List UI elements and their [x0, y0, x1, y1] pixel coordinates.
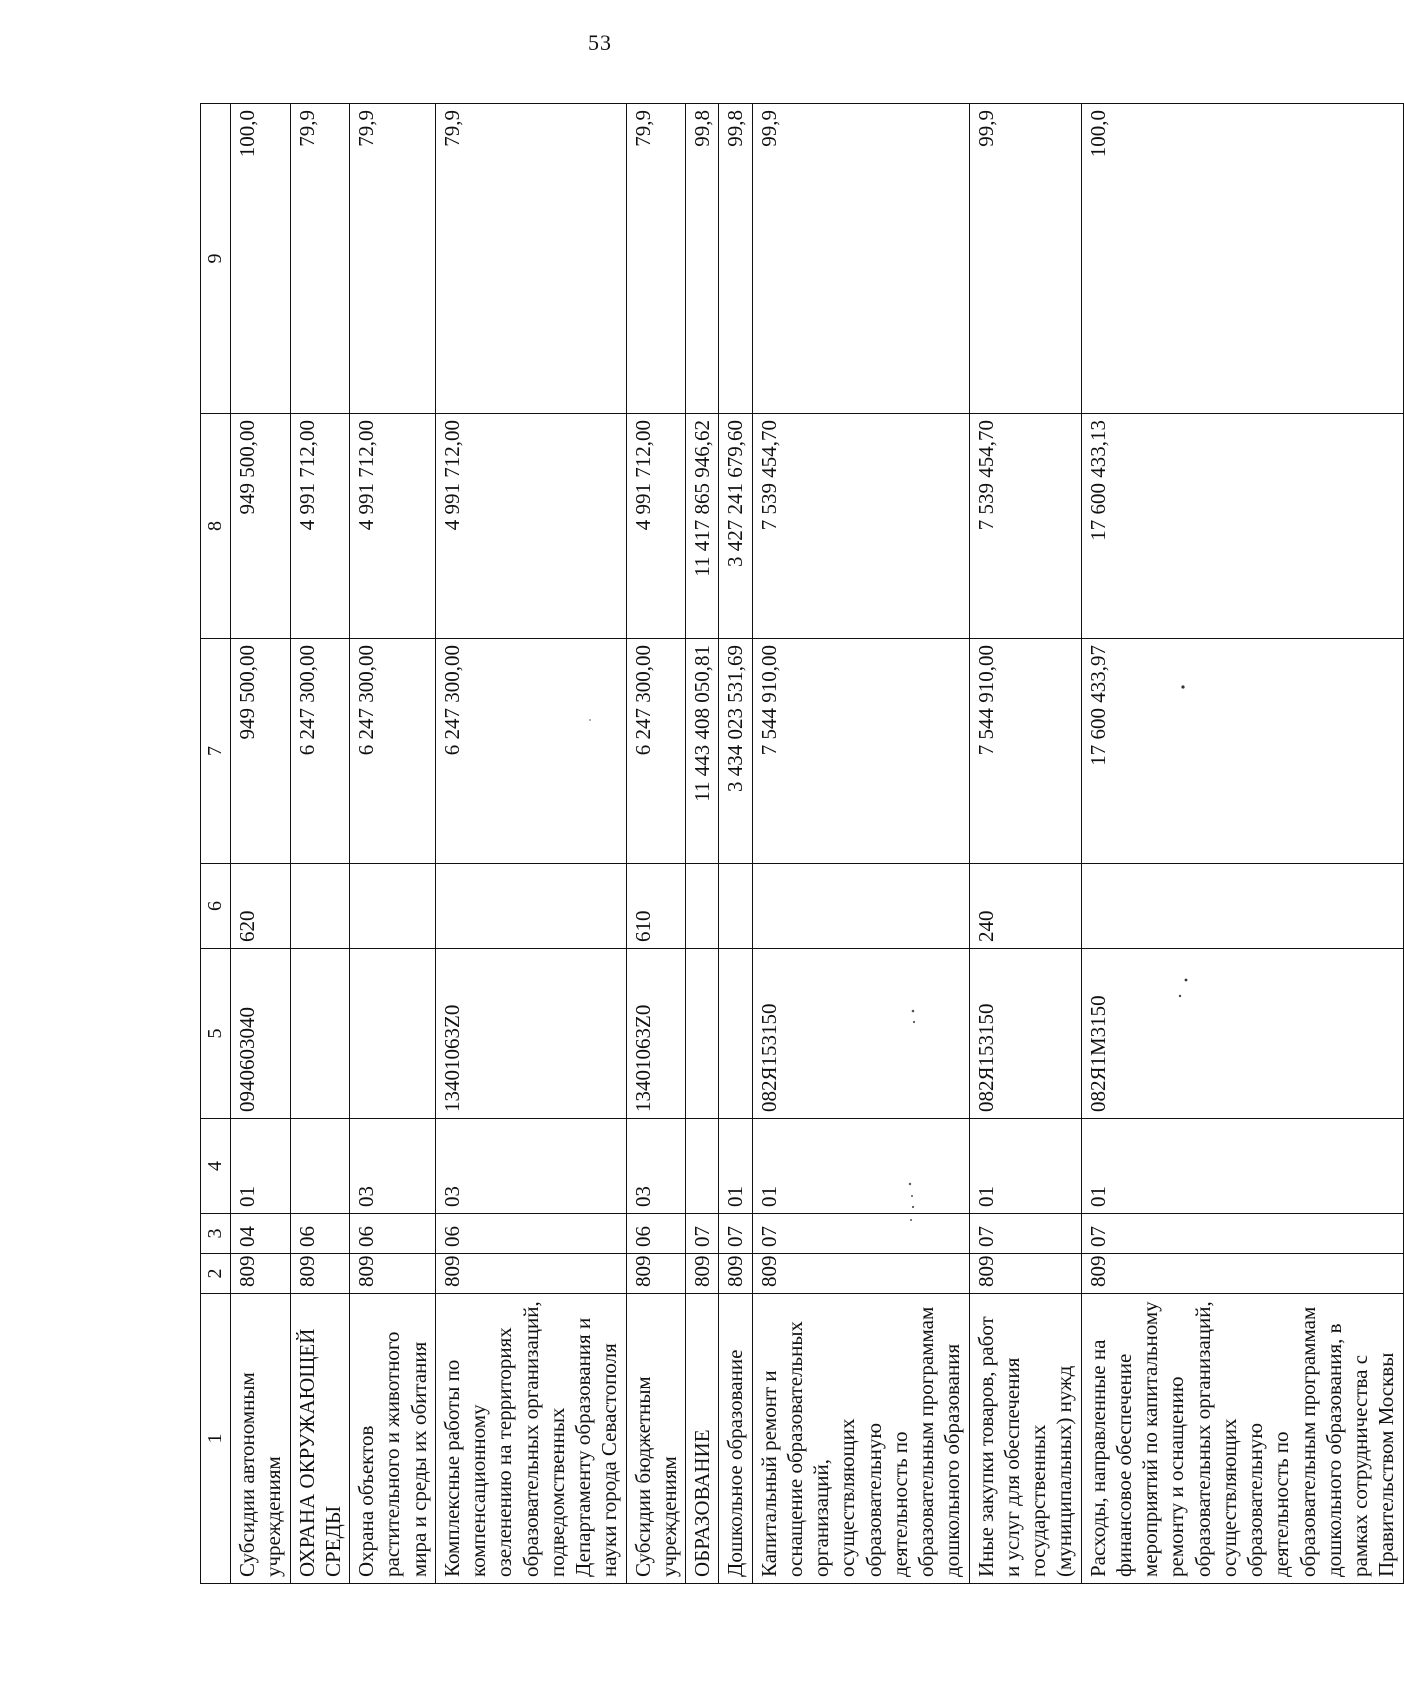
executed-amount-cell: 17 600 433,13 — [1081, 414, 1403, 639]
execution-percent-cell: 79,9 — [350, 104, 436, 414]
expense-name-cell: Охрана объектов растительного и животного мира и среды их обитания — [350, 1294, 436, 1584]
expense-type-cell — [1081, 864, 1403, 949]
section-code-cell: 06 — [350, 1214, 436, 1254]
execution-percent-cell: 100,0 — [1081, 104, 1403, 414]
execution-percent-cell: 99,9 — [752, 104, 969, 414]
expense-type-cell: 610 — [626, 864, 686, 949]
table-header-row — [201, 104, 231, 1584]
target-article-cell: 13401063Z0 — [626, 949, 686, 1119]
header-cell: 7 — [201, 639, 231, 864]
expense-name-cell: Расходы, направленные на финансовое обеспечение мероприятий по капитальному ремонту и оснащению образовательных организаций, осуществляющих образовательную деятельность по образовательным программам дошкольного образования, в рамках сотрудничества с Правительством Москвы — [1081, 1294, 1403, 1584]
header-cell: 2 — [201, 1254, 231, 1294]
section-code-cell: 04 — [231, 1214, 291, 1254]
approved-amount-cell: 6 247 300,00 — [435, 639, 626, 864]
budget-table — [200, 103, 1404, 1584]
execution-percent-cell: 100,0 — [231, 104, 291, 414]
target-article-cell: 13401063Z0 — [435, 949, 626, 1119]
header-cell: 6 — [201, 864, 231, 949]
expense-type-cell — [290, 864, 350, 949]
subsection-code-cell: 03 — [626, 1119, 686, 1214]
table-row — [290, 104, 350, 1584]
table-row — [686, 104, 719, 1584]
target-article-cell — [686, 949, 719, 1119]
subsection-code-cell: 03 — [350, 1119, 436, 1214]
ministry-code-cell: 809 — [231, 1254, 291, 1294]
executed-amount-cell: 3 427 241 679,60 — [719, 414, 752, 639]
execution-percent-cell: 79,9 — [626, 104, 686, 414]
ministry-code-cell: 809 — [686, 1254, 719, 1294]
expense-name-cell: Капитальный ремонт и оснащение образовательных организаций, осуществляющих образовательную деятельность по образовательным программам дошкольного образования — [752, 1294, 969, 1584]
target-article-cell: 0940603040 — [231, 949, 291, 1119]
execution-percent-cell: 79,9 — [435, 104, 626, 414]
section-code-cell: 07 — [1081, 1214, 1403, 1254]
subsection-code-cell: 01 — [969, 1119, 1081, 1214]
section-code-cell: 07 — [686, 1214, 719, 1254]
target-article-cell: 082Я1М3150 — [1081, 949, 1403, 1119]
approved-amount-cell: 6 247 300,00 — [626, 639, 686, 864]
executed-amount-cell: 4 991 712,00 — [626, 414, 686, 639]
expense-type-cell: 240 — [969, 864, 1081, 949]
table-row — [752, 104, 969, 1584]
expense-name-cell: Субсидии бюджетным учреждениям — [626, 1294, 686, 1584]
ministry-code-cell: 809 — [719, 1254, 752, 1294]
ministry-code-cell: 809 — [290, 1254, 350, 1294]
section-code-cell: 07 — [719, 1214, 752, 1254]
execution-percent-cell: 99,8 — [719, 104, 752, 414]
table-row — [1081, 104, 1403, 1584]
header-cell: 4 — [201, 1119, 231, 1214]
target-article-cell — [290, 949, 350, 1119]
section-code-cell: 07 — [752, 1214, 969, 1254]
approved-amount-cell: 17 600 433,97 — [1081, 639, 1403, 864]
expense-name-cell: Дошкольное образование — [719, 1294, 752, 1584]
ministry-code-cell: 809 — [626, 1254, 686, 1294]
table-row — [719, 104, 752, 1584]
table-row — [626, 104, 686, 1584]
execution-percent-cell: 99,9 — [969, 104, 1081, 414]
table-row — [350, 104, 436, 1584]
ministry-code-cell: 809 — [752, 1254, 969, 1294]
subsection-code-cell: 03 — [435, 1119, 626, 1214]
table-row — [231, 104, 291, 1584]
expense-name-cell: Иные закупки товаров, работ и услуг для обеспечения государственных (муниципальных) нужд — [969, 1294, 1081, 1584]
approved-amount-cell: 7 544 910,00 — [752, 639, 969, 864]
header-cell: 8 — [201, 414, 231, 639]
subsection-code-cell: 01 — [719, 1119, 752, 1214]
target-article-cell: 082Я153150 — [969, 949, 1081, 1119]
approved-amount-cell: 6 247 300,00 — [290, 639, 350, 864]
subsection-code-cell — [686, 1119, 719, 1214]
expense-type-cell: 620 — [231, 864, 291, 949]
header-cell: 1 — [201, 1294, 231, 1584]
subsection-code-cell: 01 — [752, 1119, 969, 1214]
executed-amount-cell: 7 539 454,70 — [752, 414, 969, 639]
subsection-code-cell: 01 — [1081, 1119, 1403, 1214]
approved-amount-cell: 11 443 408 050,81 — [686, 639, 719, 864]
target-article-cell — [719, 949, 752, 1119]
executed-amount-cell: 11 417 865 946,62 — [686, 414, 719, 639]
approved-amount-cell: 7 544 910,00 — [969, 639, 1081, 864]
section-code-cell: 06 — [290, 1214, 350, 1254]
expense-type-cell — [719, 864, 752, 949]
ministry-code-cell: 809 — [435, 1254, 626, 1294]
header-cell: 5 — [201, 949, 231, 1119]
ministry-code-cell: 809 — [350, 1254, 436, 1294]
executed-amount-cell: 4 991 712,00 — [350, 414, 436, 639]
table-row — [969, 104, 1081, 1584]
header-cell: 3 — [201, 1214, 231, 1254]
executed-amount-cell: 4 991 712,00 — [290, 414, 350, 639]
expense-name-cell: ОХРАНА ОКРУЖАЮЩЕЙ СРЕДЫ — [290, 1294, 350, 1584]
target-article-cell: 082Я153150 — [752, 949, 969, 1119]
expense-type-cell — [435, 864, 626, 949]
ministry-code-cell: 809 — [969, 1254, 1081, 1294]
subsection-code-cell — [290, 1119, 350, 1214]
section-code-cell: 06 — [626, 1214, 686, 1254]
header-cell: 9 — [201, 104, 231, 414]
approved-amount-cell: 6 247 300,00 — [350, 639, 436, 864]
page-number: 53 — [588, 30, 612, 55]
subsection-code-cell: 01 — [231, 1119, 291, 1214]
expense-name-cell: Комплексные работы по компенсационному озеленению на территориях образовательных организаций, подведомственных Департаменту образования и науки города Севастополя — [435, 1294, 626, 1584]
execution-percent-cell: 99,8 — [686, 104, 719, 414]
expense-type-cell — [686, 864, 719, 949]
ministry-code-cell: 809 — [1081, 1254, 1403, 1294]
target-article-cell — [350, 949, 436, 1119]
section-code-cell: 06 — [435, 1214, 626, 1254]
rotated-table-container — [200, 104, 1399, 1584]
table-row — [435, 104, 626, 1584]
expense-type-cell — [752, 864, 969, 949]
section-code-cell: 07 — [969, 1214, 1081, 1254]
executed-amount-cell: 4 991 712,00 — [435, 414, 626, 639]
approved-amount-cell: 949 500,00 — [231, 639, 291, 864]
expense-name-cell: Субсидии автономным учреждениям — [231, 1294, 291, 1584]
expense-type-cell — [350, 864, 436, 949]
executed-amount-cell: 949 500,00 — [231, 414, 291, 639]
executed-amount-cell: 7 539 454,70 — [969, 414, 1081, 639]
expense-name-cell: ОБРАЗОВАНИЕ — [686, 1294, 719, 1584]
execution-percent-cell: 79,9 — [290, 104, 350, 414]
approved-amount-cell: 3 434 023 531,69 — [719, 639, 752, 864]
